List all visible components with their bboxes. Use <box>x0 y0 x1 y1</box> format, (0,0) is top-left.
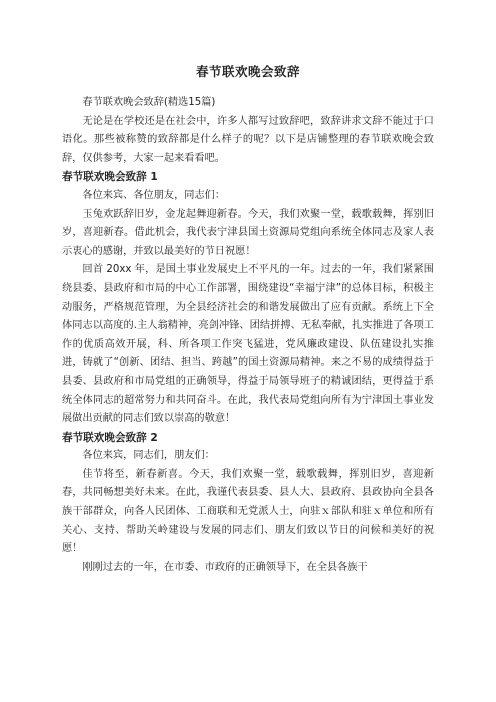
body-paragraph: 玉兔欢跃辞旧岁，金龙起舞迎新春。今天，我们欢聚一堂，载歌载舞，挥别旧岁，喜迎新春。借此机会，我代表宁津县国土资源局党组向系统全体同志及家人表示衷心的感谢，并致以最美好的节日祝愿！ <box>62 208 434 257</box>
document-title: 春节联欢晚会致辞 <box>195 64 300 79</box>
intro-subtitle: 春节联欢晚会致辞(精选15篇) <box>82 97 216 108</box>
section-heading: 春节联欢晚会致辞 2 <box>62 431 158 444</box>
body-paragraph: 回首 20xx 年，是国土事业发展史上不平凡的一年。过去的一年，我们紧紧围绕县委、县政府和市局的中心工作部署，围绕建设“幸福宁津”的总体目标，积极主动服务，严格规范管理，为全县经济社会的和谐发展做出了应有贡献。系统上下全体同志以高度的.主人翁精神，亮剑冲锋、团结拼搏、无私奉献，扎实推进了各项工作的优质高效开展，科、所各项工作突飞猛进，党风廉政建设、队伍建设扎实推进，铸就了“创新、团结、担当、跨越”的国土资源局精神。来之不易的成绩得益于县委、县政府和市局党组的正确领导，得益于局领导班子的精诚团结，更得益于系统全体同志的超常努力和共同奋斗。在此，我代表局党组向所有为宁津国土事业发展做出贡献的同志们致以崇高的敬意！ <box>62 264 434 425</box>
intro-paragraph: 无论是在学校还是在社会中，许多人都写过致辞吧，致辞讲求文辞不能过于口语化。那些被称赞的致辞都是什么样子的呢？以下是店铺整理的春节联欢晚会致辞，仅供参考，大家一起来看看吧。 <box>62 115 434 164</box>
salutation: 各位来宾、各位朋友，同志们： <box>82 189 226 201</box>
speech-section-2 <box>62 429 434 578</box>
body-paragraph: 刚刚过去的一年，在市委、市政府的正确领导下，在全县各族干 <box>82 561 368 573</box>
section-heading: 春节联欢晚会致辞 1 <box>62 171 158 184</box>
speech-section-1 <box>62 168 434 428</box>
salutation: 各位来宾，同志们，朋友们： <box>82 450 215 462</box>
body-paragraph: 佳节将至，新春新喜。今天，我们欢聚一堂，载歌载舞，挥别旧岁，喜迎新春，共同畅想美好未来。在此，我谨代表县委、县人大、县政府、县政协向全县各族干部群众，向各人民团体、工商联和无党派人士，向驻ｘ部队和驻ｘ单位和所有关心、支持、帮助关岭建设与发展的同志们、朋友们致以节日的问候和美好的祝愿！ <box>62 468 434 555</box>
